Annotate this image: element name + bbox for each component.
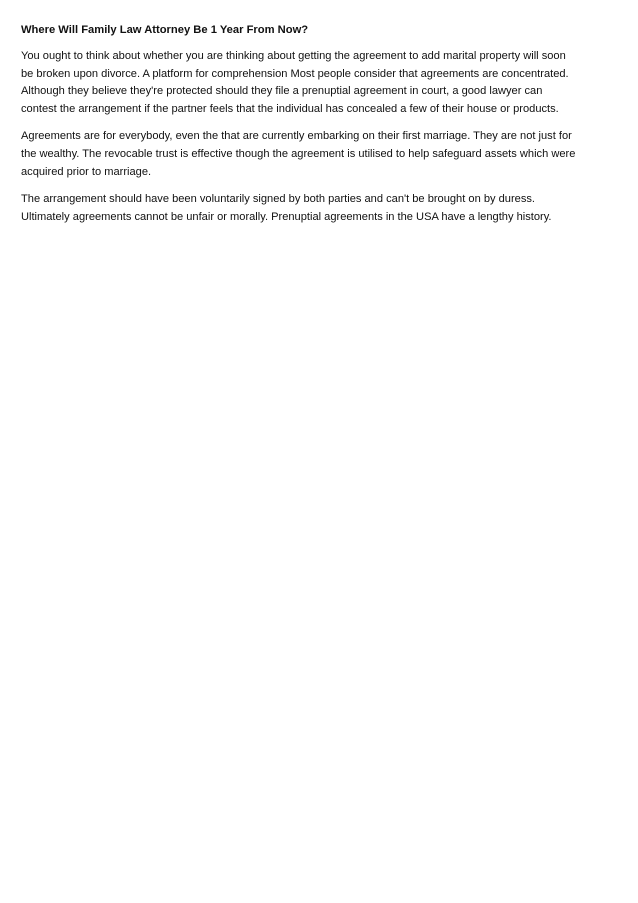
- paragraph-line: be broken upon divorce. A platform for comprehension Most people consider that agreements are concentrated.: [21, 67, 569, 80]
- paragraph-line: Agreements are for everybody, even the that are currently embarking on their first marriage. They are not just for: [21, 130, 572, 143]
- document-title: Where Will Family Law Attorney Be 1 Year From Now?: [21, 24, 309, 36]
- paragraph-2: [21, 128, 621, 181]
- paragraph-line: contest the arrangement if the partner feels that the individual has concealed a few of their house or products.: [21, 102, 559, 115]
- paragraph-line: acquired prior to marriage.: [21, 165, 152, 178]
- paragraph-line: Ultimately agreements cannot be unfair or morally. Prenuptial agreements in the USA have a lengthy history.: [21, 210, 552, 223]
- document-page: [21, 22, 621, 236]
- paragraph-line: Although they believe they're protected should they file a prenuptial agreement in court, a good lawyer can: [21, 85, 543, 98]
- paragraph-line: the wealthy. The revocable trust is effective though the agreement is utilised to help safeguard assets which were: [21, 147, 576, 160]
- paragraph-line: You ought to think about whether you are thinking about getting the agreement to add marital property will soon: [21, 50, 566, 62]
- paragraph-3: [21, 191, 621, 226]
- paragraph-line: The arrangement should have been voluntarily signed by both parties and can't be brought on by duress.: [21, 193, 535, 206]
- paragraph-1: [21, 48, 621, 118]
